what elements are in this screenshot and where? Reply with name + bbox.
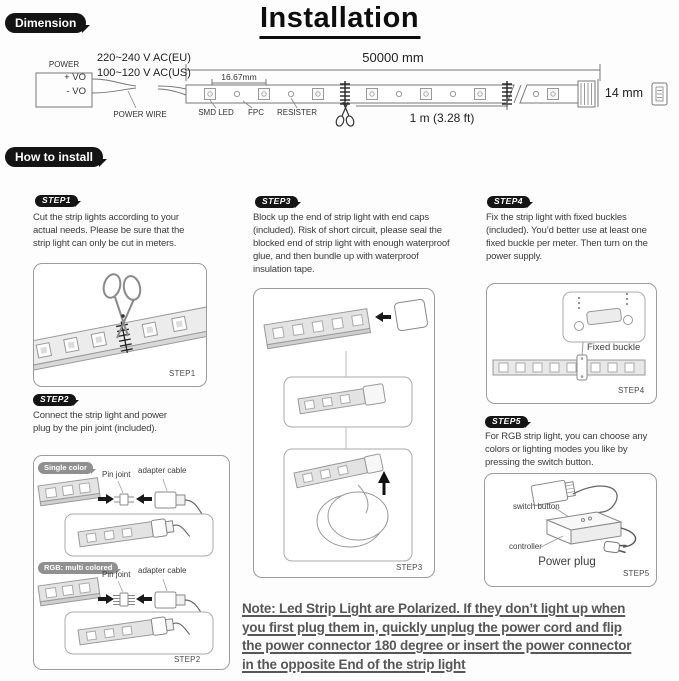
strip-graphic	[38, 578, 100, 606]
power-wire-label: POWER WIRE	[113, 110, 167, 119]
voltage-us-label: 100~120 V AC(US)	[97, 67, 191, 79]
arrow-left-icon	[136, 494, 152, 504]
adapter-cable-label: adapter cable	[138, 466, 187, 475]
page-title: Installation	[259, 2, 420, 39]
strip-graphic	[264, 309, 370, 349]
polarity-note	[242, 600, 679, 674]
controller-graphic	[547, 512, 621, 544]
power-plug-label: Power plug	[538, 556, 596, 568]
step5-figure	[484, 473, 657, 587]
step2-text: Connect the strip light and power plug by the pin joint (included).	[33, 410, 167, 434]
step1-text: Cut the strip lights according to your actual needs. Please be sure that the strip light can only be cut in meters.	[33, 212, 185, 249]
step3-figure-label: STEP3	[396, 563, 423, 572]
strip-graphic	[38, 478, 100, 506]
voltage-eu-label: 220~240 V AC(EU)	[97, 52, 191, 64]
how-to-install-section-badge: How to install	[5, 147, 103, 167]
step2-badge: STEP2	[33, 394, 76, 406]
step5-badge: STEP5	[485, 416, 528, 428]
note-line-2: you first plug them in, quickly unplug the power cord and flip	[242, 619, 622, 635]
terminal-minus-label: - VO	[66, 86, 86, 97]
step4-figure-label: STEP4	[618, 386, 645, 395]
step4-text: Fix the strip light with fixed buckles (included). You’d better use at least one fixed buckle per meter. Then turn on the power supply.	[486, 212, 648, 262]
rgb-multi-colored-badge: RGB: multi colored	[38, 562, 118, 574]
total-length-label: 50000 mm	[362, 50, 424, 65]
step1-graphic	[34, 264, 206, 386]
pin-joint-label: Pin joint	[102, 470, 131, 479]
cut-unit-length-label: 1 m (3.28 ft)	[409, 111, 475, 125]
fixed-buckle-label: Fixed buckle	[587, 342, 641, 353]
led-pitch-label: 16.67mm	[221, 72, 257, 82]
pin-joint-graphic	[113, 593, 135, 606]
dimension-diagram	[0, 48, 679, 143]
dimension-section-badge: Dimension	[5, 13, 86, 33]
resister-label: RESISTER	[276, 108, 317, 117]
note-line-4: in the opposite End of the strip light	[242, 656, 466, 672]
single-color-badge: Single color	[38, 462, 93, 474]
step5-text: For RGB strip light, you can choose any colors or lighting modes you like by pressing the switch button.	[485, 431, 648, 468]
fpc-label: FPC	[248, 108, 264, 117]
adapter-cable-label: adapter cable	[138, 566, 187, 575]
arrow-left-icon	[375, 312, 391, 322]
power-cord-graphic	[621, 528, 636, 547]
note-line-3: the power connector 180 degree or insert the power connector	[242, 638, 632, 653]
terminal-plus-label: + VO	[64, 72, 86, 83]
step3-text: Block up the end of strip light with end caps (included). Risk of short circuit, please seal the blocked end of strip light with enough waterproof glue, and then bundle up with waterproof insulation tape.	[253, 212, 450, 275]
step3-figure	[253, 288, 435, 578]
scissors-icon	[335, 102, 355, 127]
step2-figure-label: STEP2	[174, 655, 201, 664]
step3-graphic	[254, 289, 434, 577]
step2-figure	[33, 455, 230, 670]
step4-badge: STEP4	[487, 196, 530, 208]
step4-figure	[486, 283, 657, 404]
arrow-left-icon	[136, 594, 152, 604]
step5-figure-label: STEP5	[623, 569, 650, 578]
smd-led-label: SMD LED	[198, 108, 234, 117]
adapter-cable-graphic	[573, 486, 617, 516]
step1-figure	[33, 263, 207, 387]
pin-joint-label: Pin joint	[102, 570, 131, 579]
end-cap-graphic	[394, 299, 428, 331]
step3-badge: STEP3	[255, 196, 298, 208]
step1-badge: STEP1	[35, 195, 78, 207]
power-label: POWER	[48, 60, 80, 69]
strip-width-label: 14 mm	[604, 86, 644, 100]
switch-button-label: switch button	[513, 502, 560, 511]
step1-figure-label: STEP1	[169, 369, 196, 378]
adapter-graphic	[155, 492, 202, 514]
adapter-graphic	[155, 592, 202, 614]
controller-label: controller	[509, 542, 542, 551]
note-line-1: Note: Led Strip Light are Polarized. If they don’t light up when	[242, 601, 626, 616]
pin-joint-graphic	[114, 494, 134, 505]
